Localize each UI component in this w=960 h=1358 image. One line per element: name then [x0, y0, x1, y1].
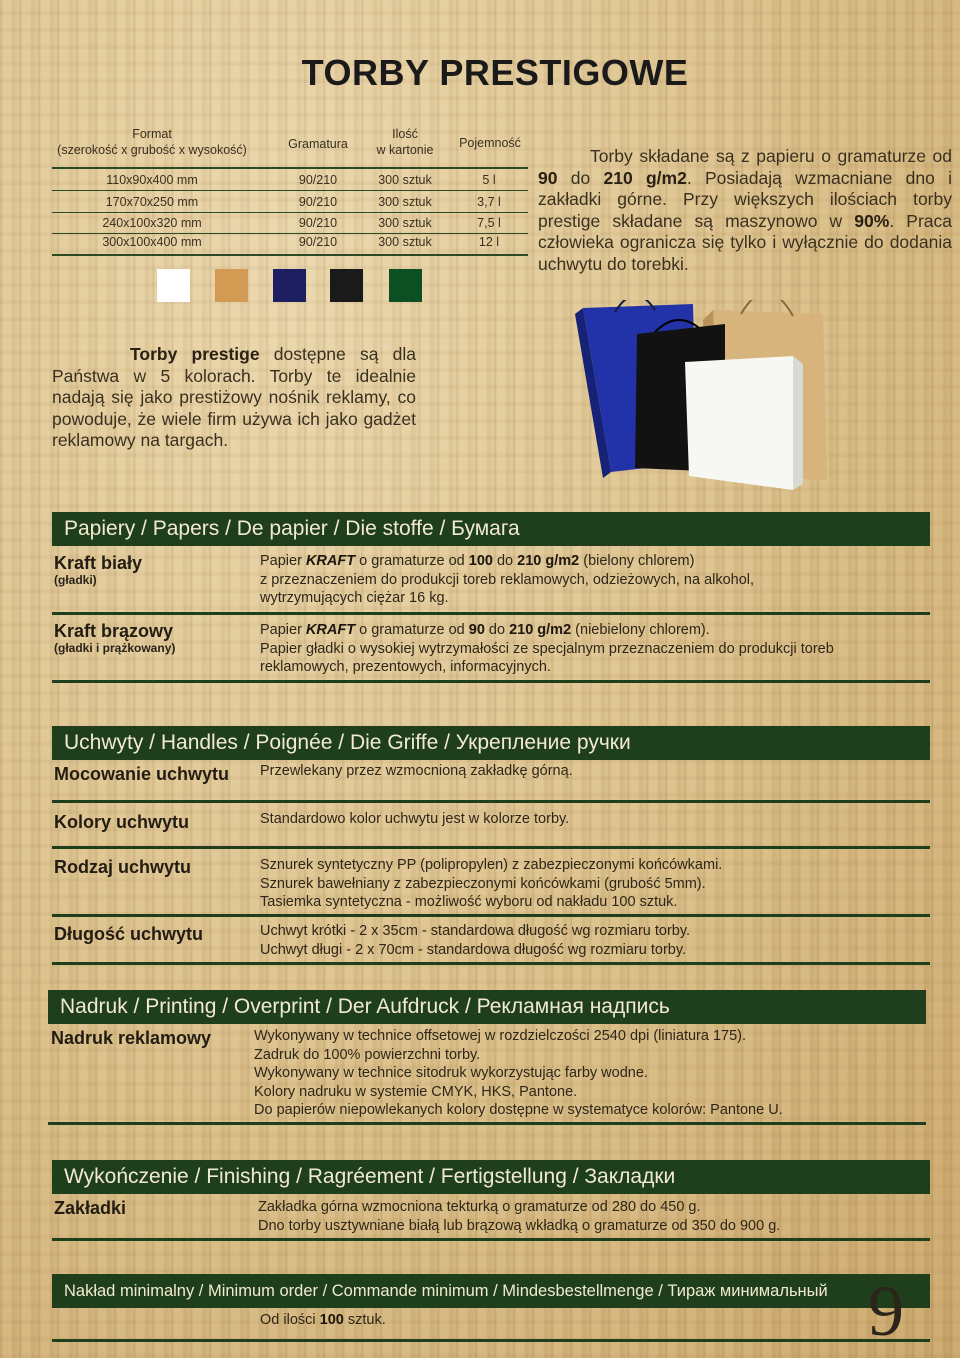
color-swatch-green: [389, 269, 422, 302]
paper-sublabel-kraft-brown: (gładki i prążkowany): [54, 641, 176, 655]
printing-description: [254, 1027, 924, 1120]
printing-label: Nadruk reklamowy: [51, 1028, 212, 1048]
handle-description-colors: [260, 810, 920, 829]
bag-white-side: [793, 356, 803, 490]
text-bold: 100: [319, 1312, 344, 1328]
text: o gramaturze od: [355, 553, 469, 569]
text-line: Dno torby usztywniane białą lub brązową wkładką o gramaturze od 350 do 900 g.: [258, 1217, 781, 1234]
section-divider: [52, 1238, 930, 1241]
handle-description-length: [260, 922, 920, 959]
cell-ilosc: 300 sztuk: [378, 195, 432, 209]
text-bold: 100: [468, 553, 493, 569]
cell-pojemnosc: 7,5 l: [477, 216, 501, 230]
table-header-ilosc-line1: Ilość: [392, 127, 418, 141]
text-line: Uchwyt długi - 2 x 70cm - standardowa długość wg rozmiaru torby.: [260, 941, 687, 958]
section-divider: [52, 914, 930, 917]
section-heading-minimum: Nakład minimalny / Minimum order / Commande minimum / Mindesbestellmenge / Тираж минимальный: [52, 1274, 930, 1308]
intro-right-text: . Posiadają wzmacniane dno i zakładki górne. Przy większych ilościach torby prestige składane są maszynowo w: [538, 167, 952, 231]
table-header-ilosc-line2: w kartonie: [376, 143, 434, 157]
section-heading-printing: Nadruk / Printing / Overprint / Der Aufdruck / Рекламная надпись: [48, 990, 926, 1024]
table-header-pojemnosc: Pojemność: [459, 136, 521, 150]
color-swatch-black: [330, 269, 363, 302]
text-line: Standardowo kolor uchwytu jest w kolorze torby.: [260, 811, 570, 827]
text-line: Zadruk do 100% powierzchni torby.: [254, 1046, 481, 1063]
intro-right-text: Torby składane są z papieru o gramaturze od: [590, 146, 952, 166]
cell-ilosc: 300 sztuk: [378, 235, 432, 249]
table-header-ilosc: [370, 126, 440, 158]
text: o gramaturze od: [355, 622, 469, 638]
cell-gramatura: 90/210: [298, 195, 338, 209]
finishing-description: [258, 1198, 928, 1235]
text-line: Kolory nadruku w systemie CMYK, HKS, Pantone.: [254, 1083, 578, 1100]
section-heading-handles: Uchwyty / Handles / Poignée / Die Griffe / Укрепление ручки: [52, 726, 930, 760]
text: (bielony chlorem): [579, 553, 695, 569]
table-header-gramatura: Gramatura: [288, 137, 348, 151]
text-line: Sznurek syntetyczny PP (polipropylen) z zabezpieczonymi końcówkami.: [260, 857, 723, 873]
table-row: [52, 214, 528, 234]
color-swatch-white: [157, 269, 190, 302]
cell-pojemnosc: 5 l: [482, 173, 496, 187]
text-line: Papier gładki o wysokiej wytrzymałości ze specjalnym przeznaczeniem do produkcji toreb: [260, 640, 834, 657]
table-row: [52, 171, 528, 191]
section-heading-papers: Papiery / Papers / De papier / Die stoffe / Бумага: [52, 512, 930, 546]
text-line: Do papierów niepowlekanych kolory dostępne w systematyce kolorów: Pantone U.: [254, 1102, 783, 1118]
section-divider: [52, 1339, 930, 1342]
section-divider: [52, 680, 930, 683]
text: Papier: [260, 553, 306, 569]
intro-left-text: dostępne są dla Państwa w 5 kolorach. Torby te idealnie nadają się jako prestiżowy nośnik reklamy, co powoduje, że wiele firm używa ich jako gadżet reklamowy na targach.: [52, 344, 416, 451]
section-divider: [52, 800, 930, 803]
text: (niebielony chlorem).: [571, 622, 710, 638]
color-swatch-navy: [273, 269, 306, 302]
cell-ilosc: 300 sztuk: [378, 173, 432, 187]
table-divider-top: [52, 167, 528, 169]
table-header-format-line1: Format: [132, 127, 172, 141]
section-divider: [52, 846, 930, 849]
color-swatch-kraft: [215, 269, 248, 302]
text-line: Zakładka górna wzmocniona tekturką o gramaturze od 280 do 450 g.: [258, 1199, 701, 1215]
handle-label-length: Długość uchwytu: [54, 924, 204, 944]
text-line: Wykonywany w technice offsetowej w rozdzielczości 2540 dpi (liniatura 175).: [254, 1028, 747, 1044]
page-number: 9: [868, 1271, 904, 1351]
intro-right-text: . Praca człowieka ogranicza się tylko i wyłącznie do dodania uchwytu do torebki.: [538, 210, 952, 274]
text-line: Przewlekany przez wzmocnioną zakładkę górną.: [260, 763, 573, 779]
text-line: wytrzymujących ciężar 16 kg.: [260, 590, 449, 606]
table-header-format: [52, 126, 252, 158]
intro-right-text: do: [557, 167, 604, 188]
handle-description-mounting: [260, 762, 920, 781]
cell-gramatura: 90/210: [298, 235, 338, 249]
intro-left-bold: Torby prestige: [130, 344, 260, 364]
text-line: z przeznaczeniem do produkcji toreb reklamowych, odzieżowych, na alkohol,: [260, 571, 755, 588]
handle-label-colors: Kolory uchwytu: [54, 812, 190, 832]
handle-label-mounting: Mocowanie uchwytu: [54, 764, 230, 784]
text-line: Wykonywany w technice sitodruk wykorzystując farby wodne.: [254, 1065, 648, 1081]
section-divider: [52, 962, 930, 965]
cell-gramatura: 90/210: [298, 173, 338, 187]
table-divider-bottom: [52, 254, 528, 256]
cell-format: 170x70x250 mm: [105, 195, 199, 209]
text: sztuk.: [343, 1312, 386, 1328]
text-line: Sznurek bawełniany z zabezpieczonymi końcówkami (grubość 5mm).: [260, 875, 706, 892]
text: do: [484, 622, 510, 638]
intro-right-bold: 210 g/m2: [603, 167, 687, 188]
cell-pojemnosc: 3,7 l: [477, 195, 501, 209]
intro-text-left: [52, 344, 416, 452]
intro-text-right: [538, 146, 952, 276]
table-header-format-line2: (szerokość x grubość x wysokość): [57, 143, 247, 157]
text-bold: 90: [468, 622, 485, 638]
text: do: [492, 553, 518, 569]
text-bold: KRAFT: [305, 622, 356, 638]
bags-illustration: [575, 300, 955, 500]
table-row: [52, 193, 528, 213]
page-title: TORBY PRESTIGOWE: [301, 52, 689, 93]
intro-right-bold: 90%: [854, 210, 890, 231]
section-divider: [52, 612, 930, 615]
cell-format: 110x90x400 mm: [106, 173, 198, 187]
minimum-description: [260, 1311, 660, 1330]
finishing-label: Zakładki: [54, 1198, 127, 1218]
paper-sublabel-kraft-white: (gładki): [54, 573, 97, 587]
table-row: [52, 233, 528, 253]
cell-ilosc: 300 sztuk: [378, 216, 432, 230]
text: Od ilości: [260, 1312, 320, 1328]
paper-label-kraft-brown: Kraft brązowy: [54, 621, 174, 641]
section-heading-finishing: Wykończenie / Finishing / Ragréement / Fertigstellung / Закладки: [52, 1160, 930, 1194]
paper-label-kraft-white: Kraft biały: [54, 553, 143, 573]
text-line: reklamowych, prezentowych, informacyjnych.: [260, 659, 551, 675]
text-line: Uchwyt krótki - 2 x 35cm - standardowa długość wg rozmiaru torby.: [260, 923, 691, 939]
text-bold: KRAFT: [305, 553, 356, 569]
cell-format: 240x100x320 mm: [102, 216, 202, 230]
bags-image: [575, 300, 955, 500]
text-bold: 210 g/m2: [517, 553, 580, 569]
handle-label-type: Rodzaj uchwytu: [54, 857, 192, 877]
section-divider: [48, 1122, 926, 1125]
cell-gramatura: 90/210: [298, 216, 338, 230]
paper-description-kraft-brown: [260, 621, 930, 677]
intro-right-bold: 90: [538, 167, 558, 188]
text-bold: 210 g/m2: [509, 622, 572, 638]
bag-white: [685, 356, 793, 490]
text: Papier: [260, 622, 306, 638]
paper-description-kraft-white: [260, 552, 920, 608]
cell-pojemnosc: 12 l: [478, 235, 500, 249]
handle-description-type: [260, 856, 920, 912]
text-line: Tasiemka syntetyczna - możliwość wyboru od nakładu 100 sztuk.: [260, 894, 678, 910]
cell-format: 300x100x400 mm: [102, 235, 202, 249]
